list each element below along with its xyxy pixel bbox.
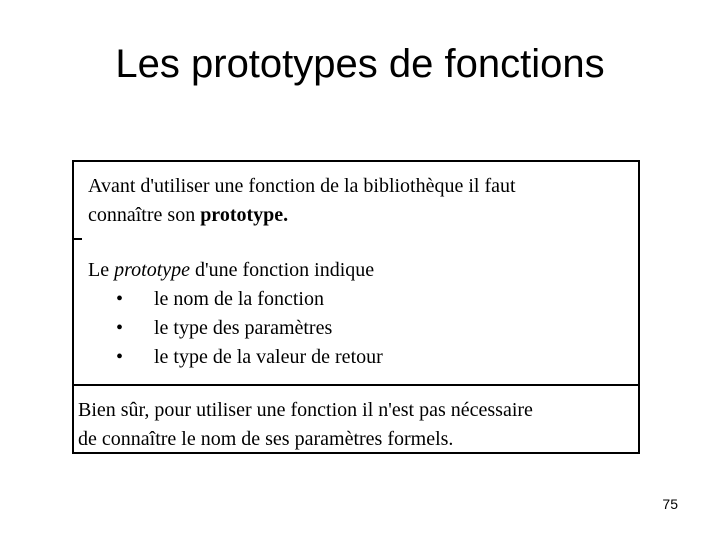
list-item: [88, 314, 383, 343]
divider-tick: [74, 238, 82, 240]
list-item-text: le type des paramètres: [154, 317, 333, 339]
prototype-definition-text: [88, 256, 383, 372]
definition-intro: [88, 256, 383, 285]
bullet-icon: •: [116, 288, 124, 310]
prototype-requirement-text: [88, 172, 516, 230]
list-item-text: le nom de la fonction: [154, 288, 324, 310]
content-box: [72, 160, 640, 454]
prototype-term-italic: prototype: [114, 259, 191, 281]
page-number: 75: [662, 496, 678, 512]
parameter-names-note: [78, 396, 533, 454]
divider-line: [74, 384, 640, 386]
slide-title: Les prototypes de fonctions: [115, 42, 605, 86]
prototype-contents-list: [88, 285, 383, 372]
bullet-icon: •: [116, 346, 124, 368]
list-item-text: le type de la valeur de retour: [154, 346, 383, 368]
note-line-2: de connaître le nom de ses paramètres formels.: [78, 428, 454, 450]
bullet-icon: •: [116, 317, 124, 339]
note-line-1: Bien sûr, pour utiliser une fonction il n'est pas nécessaire: [78, 399, 533, 421]
definition-intro-prefix: Le: [88, 259, 115, 281]
requirement-line-2-prefix: connaître son: [88, 204, 201, 226]
definition-intro-suffix: d'une fonction indique: [190, 259, 375, 281]
requirement-line-1: Avant d'utiliser une fonction de la bibliothèque il faut: [88, 175, 516, 197]
requirement-line-2: [88, 201, 516, 230]
prototype-term-bold: prototype.: [200, 204, 289, 226]
list-item: [88, 285, 383, 314]
list-item: [88, 343, 383, 372]
